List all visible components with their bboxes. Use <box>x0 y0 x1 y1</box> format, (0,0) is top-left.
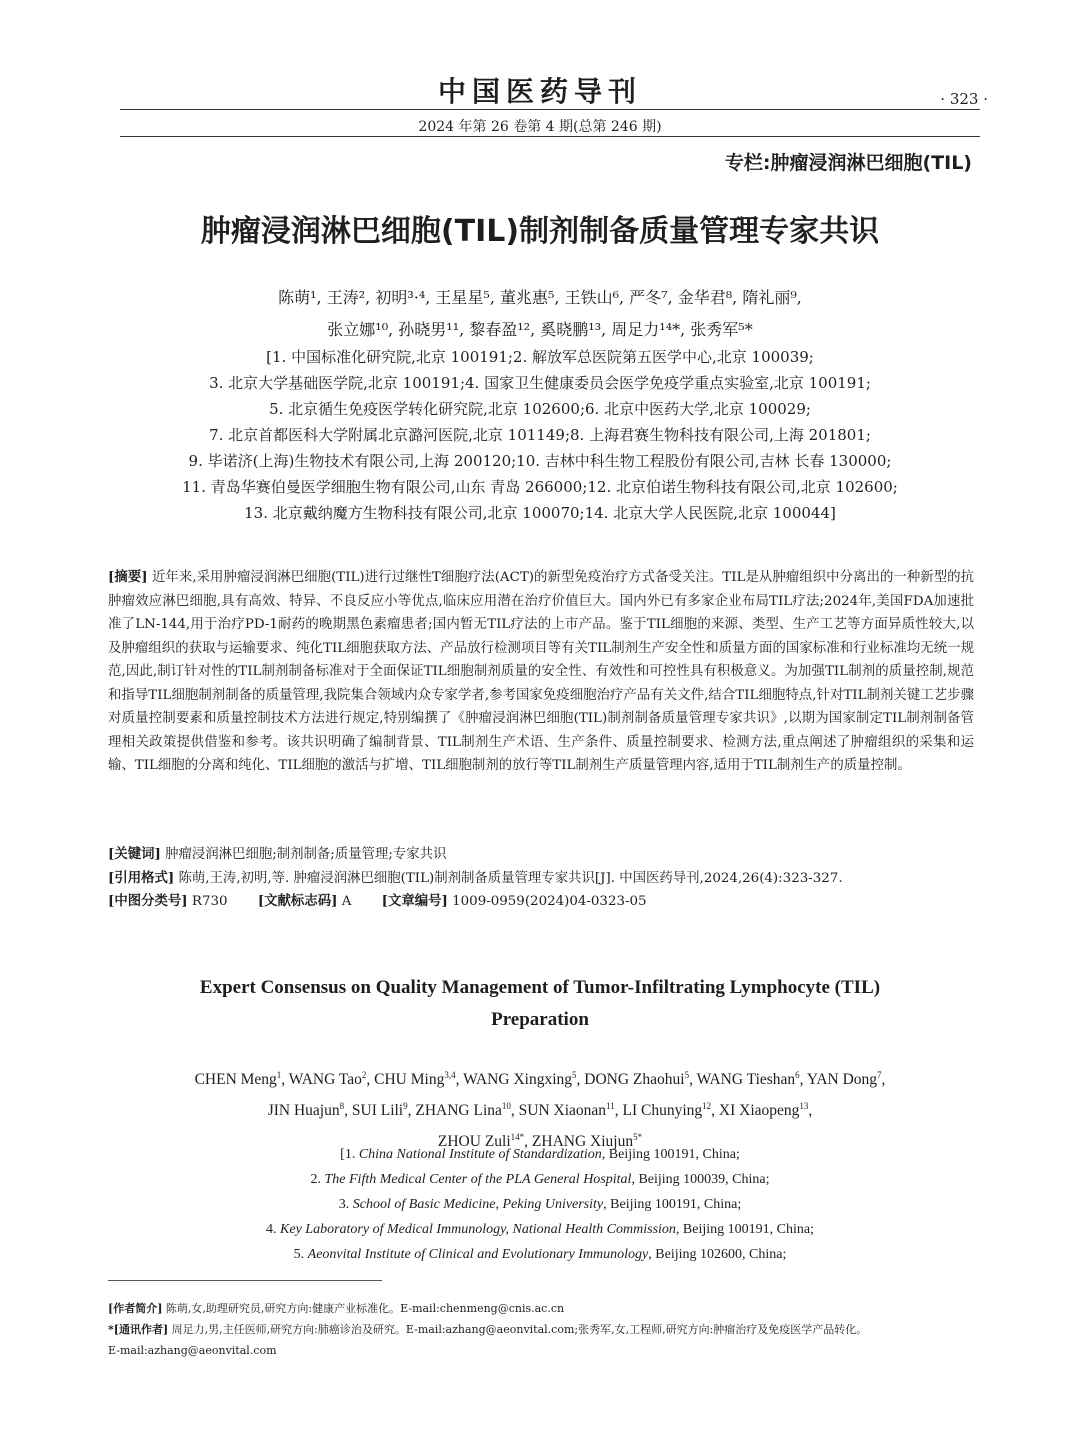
affiliation-cn-line: 9. 毕诺济(上海)生物技术有限公司,上海 200120;10. 吉林中科生物工程股份有限公司,吉林 长春 130000; <box>188 452 892 470</box>
affiliation-cn-line: [1. 中国标准化研究院,北京 100191;2. 解放军总医院第五医学中心,北京 100039; <box>266 348 814 366</box>
article-title-cn: 肿瘤浸润淋巴细胞(TIL)制剂制备质量管理专家共识 <box>200 214 880 249</box>
journal-title: 中国医药导刊 <box>437 75 642 108</box>
authors-cn <box>0 282 1080 346</box>
author-en: WANG Tieshan$^6$, <box>696 1070 807 1089</box>
clc-label: [中图分类号] <box>108 893 188 909</box>
authors-cn-line: 陈萌¹, 王涛², 初明³·⁴, 王星星⁵, 董兆惠⁵, 王铁山⁶, 严冬⁷, 金华君⁸, 隋礼丽⁹, <box>278 288 802 307</box>
author-en: SUI Lili$^9$, <box>351 1101 416 1120</box>
authors-en-line <box>0 1093 1080 1124</box>
header-rule-thin <box>120 136 980 137</box>
footnotes <box>108 1298 978 1361</box>
citation <box>108 867 974 891</box>
affiliation-cn-line: 5. 北京循生免疫医学转化研究院,北京 102600;6. 北京中医药大学,北京 100029; <box>269 400 811 418</box>
affiliation-cn-line: 11. 青岛华赛伯曼医学细胞生物有限公司,山东 青岛 266000;12. 北京伯诺生物科技有限公司,北京 102600; <box>182 478 898 496</box>
authors-cn-line: 张立娜¹⁰, 孙晓男¹¹, 黎春盈¹², 奚晓鹏¹³, 周足力¹⁴*, 张秀军⁵* <box>327 320 753 339</box>
column-label: 专栏:肿瘤浸润淋巴细胞(TIL) <box>724 152 972 174</box>
author-note-text: 陈萌,女,助理研究员,研究方向:健康产业标准化。E-mail:chenmeng@cnis.ac.cn <box>165 1302 565 1315</box>
title-en-line: Preparation <box>491 1009 589 1030</box>
keywords-text: 肿瘤浸润淋巴细胞;制剂制备;质量管理;专家共识 <box>165 847 447 862</box>
author-en: SUN Xiaonan$^{11}$, <box>518 1101 623 1120</box>
author-en: LI Chunying$^{12}$, <box>622 1101 719 1120</box>
author-en: XI Xiaopeng$^{13}$, <box>718 1101 813 1120</box>
issue-info: 2024 年第 26 卷第 4 期(总第 246 期) <box>418 119 662 135</box>
doc-code-label: [文献标志码] <box>257 893 338 909</box>
corresponding-note-text: 周足力,男,主任医师,研究方向:肺癌诊治及研究。E-mail:azhang@aeonvital.com;张秀军,女,工程师,研究方向:肿瘤治疗及免疫医学产品转化。 <box>171 1323 868 1336</box>
title-en-line: Expert Consensus on Quality Management of Tumor-Infiltrating Lymphocyte (TIL) <box>199 977 881 998</box>
corresponding-note-label: *[通讯作者] <box>108 1323 169 1336</box>
footnote-rule <box>108 1280 382 1281</box>
keywords <box>108 843 974 867</box>
author-en: CHU Ming$^{3,4}$, <box>374 1070 464 1089</box>
author-en: ZHANG Xiujun$^{5*}$ <box>531 1132 643 1151</box>
clc-value: R730 <box>191 894 228 909</box>
abstract-label: [摘要] <box>108 569 148 585</box>
affiliation-cn-line: 7. 北京首都医科大学附属北京潞河医院,北京 101149;8. 上海君赛生物科技有限公司,上海 201801; <box>209 426 871 444</box>
article-title-en <box>0 972 1080 1036</box>
corresponding-note-email: E-mail:azhang@aeonvital.com <box>108 1344 277 1357</box>
doc-code-value: A <box>341 894 352 909</box>
author-en: DONG Zhaohui$^5$, <box>584 1070 697 1089</box>
affiliation-en-line: 3. School of Basic Medicine, Peking University, Beijing 100191, China; <box>338 1197 742 1212</box>
affiliation-en-line: 5. Aeonvital Institute of Clinical and Evolutionary Immunology, Beijing 102600, China; <box>293 1247 787 1262</box>
author-en: JIN Huajun$^8$, <box>267 1101 352 1120</box>
affiliation-en-line: 2. The Fifth Medical Center of the PLA General Hospital, Beijing 100039, China; <box>310 1172 770 1187</box>
author-note <box>108 1298 978 1319</box>
author-note-label: [作者简介] <box>108 1302 163 1315</box>
author-en: YAN Dong$^7$, <box>806 1070 886 1089</box>
article-id-label: [文章编号] <box>381 893 448 909</box>
affiliations-cn <box>0 344 1080 526</box>
keywords-label: [关键词] <box>108 846 161 862</box>
citation-text: 陈萌,王涛,初明,等. 肿瘤浸润淋巴细胞(TIL)制剂制备质量管理专家共识[J]. 中国医药导刊,2024,26(4):323-327. <box>178 870 843 886</box>
author-en: WANG Tao$^2$, <box>288 1070 375 1089</box>
affiliation-cn-line: 13. 北京戴纳魔方生物科技有限公司,北京 100070;14. 北京大学人民医院,北京 100044] <box>244 504 836 522</box>
affiliation-cn-line: 3. 北京大学基础医学院,北京 100191;4. 国家卫生健康委员会医学免疫学重点实验室,北京 100191; <box>209 374 871 392</box>
corresponding-note <box>108 1319 978 1340</box>
article-meta <box>108 843 974 914</box>
author-en: CHEN Meng$^1$, <box>194 1070 289 1089</box>
authors-en-line <box>0 1062 1080 1093</box>
affiliation-en-line: 4. Key Laboratory of Medical Immunology, National Health Commission, Beijing 100191, China; <box>266 1222 814 1237</box>
classification <box>108 890 974 914</box>
author-en: ZHOU Zuli$^{14*}$, <box>437 1132 532 1151</box>
abstract-text: 近年来,采用肿瘤浸润淋巴细胞(TIL)进行过继性T细胞疗法(ACT)的新型免疫治疗方式备受关注。TIL是从肿瘤组织中分离出的一种新型的抗肿瘤效应淋巴细胞,具有高效、特异、不良反应小等优点,临床应用潜在治疗价值巨大。国内外已有多家企业布局TIL疗法;2024年,美国FDA加速批准了LN-144,用于治疗PD-1耐药的晚期黑色素瘤患者;国内暂无TIL疗法的上市产品。鉴于TIL细胞的来源、类型、生产工艺等方面异质性较大,以及肿瘤组织的获取与运输要求、纯化TIL细胞获取方法、产品放行检测项目等有关TIL制剂生产安全性和质量方面的国家标准和行业标准均无统一规范,因此,制订针对性的TIL制剂制备标准对于全面保证TIL细胞制剂质量的安全性、有效性和可控性具有积极意义。为加强TIL制剂的质量控制,规范和指导TIL细胞制剂制备的质量管理,我院集合领域内众专家学者,参考国家免疫细胞治疗产品有关文件,结合TIL细胞特点,针对TIL制剂关键工艺步骤对质量控制要素和质量控制技术方法进行规定,特别编撰了《肿瘤浸润淋巴细胞(TIL)制剂制备质量管理专家共识》,以期为国家制定TIL制剂制备管理相关政策提供借鉴和参考。该共识明确了编制背景、TIL制剂生产术语、生产条件、质量控制要求、检测方法,重点阐述了肿瘤组织的采集和运输、TIL细胞的分离和纯化、TIL细胞的激活与扩增、TIL细胞制剂的放行等TIL制剂生产质量管理内容,适用于TIL制剂生产的质量控制。 <box>108 570 975 773</box>
citation-label: [引用格式] <box>108 869 175 886</box>
header-rule <box>120 109 980 110</box>
page-number: · 323 · <box>940 90 988 108</box>
author-en: ZHANG Lina$^{10}$, <box>415 1101 519 1120</box>
affiliations-en <box>0 1142 1080 1267</box>
author-en: WANG Xingxing$^5$, <box>463 1070 585 1089</box>
article-id-value: 1009-0959(2024)04-0323-05 <box>452 894 647 909</box>
abstract <box>108 566 974 778</box>
affiliation-en-line: [1. China National Institute of Standardization, Beijing 100191, China; <box>340 1147 740 1162</box>
